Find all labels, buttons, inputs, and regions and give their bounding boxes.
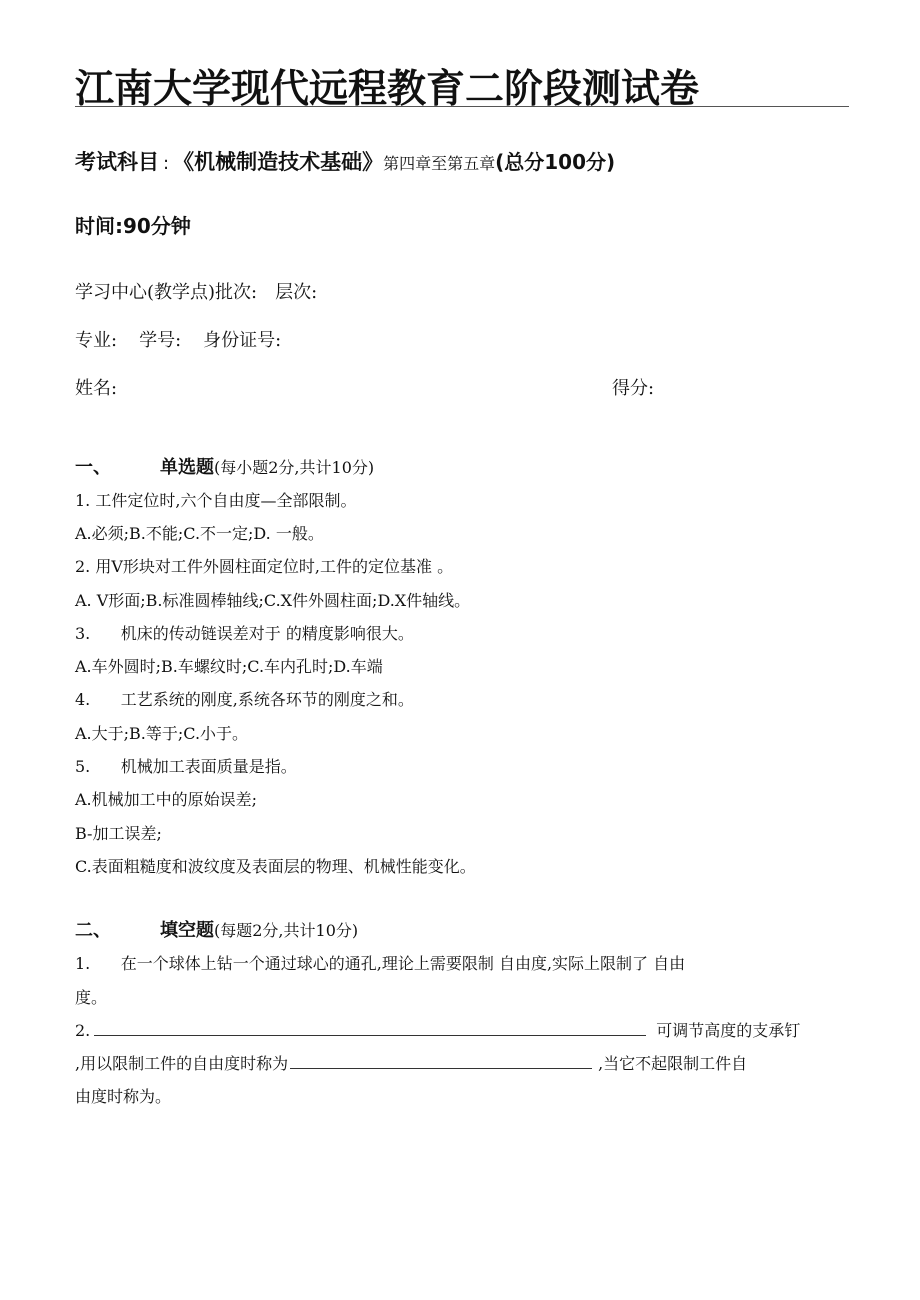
exam-title: 江南大学现代远程教育二阶段测试卷 [75,67,700,112]
course-name: 《机械制造技术基础》 [173,150,384,174]
s2-q2-line3: 由度时称为。 [75,1087,172,1106]
subject-colon: : [163,153,170,174]
s1-line: A.大于;B.等于;C.小于。 [75,724,249,743]
student-no-label: 学号: [139,330,182,351]
section2-heading [75,916,358,942]
level-label: 层次: [275,282,318,303]
s2-q2-line2 [75,1051,747,1074]
s2-q2-text3: ,当它不起限制工件自 [598,1054,748,1073]
learning-center-label: 学习中心(教学点)批次: [75,282,258,303]
exam-time: 时间:90分钟 [75,214,191,238]
s1-line: A. V形面;B.标准圆棒轴线;C.X件外圆柱面;D.X件轴线。 [75,591,471,610]
info-row-major [75,326,281,352]
s1-line: C.表面粗糙度和波纹度及表面层的物理、机械性能变化。 [75,857,476,876]
s2-q2-text1: 可调节高度的支承钉 [656,1021,801,1040]
section2-note: (每题2分,共计10分) [214,921,359,940]
s1-line: 4. 工艺系统的刚度,系统各环节的刚度之和。 [75,690,414,709]
score-label: 得分: [612,378,655,399]
s1-line: 5. 机械加工表面质量是指。 [75,757,297,776]
title-underline [75,106,849,107]
section2-name: 填空题 [160,920,214,941]
s1-line: 2. 用V形块对工件外圆柱面定位时,工件的定位基准 。 [75,557,454,576]
info-row-center [75,278,317,304]
answer-blank [94,1021,646,1036]
section1-name: 单选题 [160,457,214,478]
section1-heading [75,453,374,479]
section1-note: (每小题2分,共计10分) [214,458,375,477]
subject-label: 考试科目 [75,150,159,174]
s2-q2-text2: ,用以限制工件的自由度时称为 [75,1054,289,1073]
s1-line: B-加工误差; [75,824,162,843]
section1-number: 一、 [75,457,111,478]
s1-line: A.必须;B.不能;C.不一定;D. 一般。 [75,524,324,543]
s2-q1-line1: 1. 在一个球体上钻一个通过球心的通孔,理论上需要限制 自由度,实际上限制了 自由 [75,954,686,973]
s1-line: A.车外圆时;B.车螺纹时;C.车内孔时;D.车端 [75,657,383,676]
s2-q2-number: 2. [75,1021,91,1040]
total-score: (总分100分) [495,150,616,174]
s1-line: A.机械加工中的原始误差; [75,790,258,809]
section2-number: 二、 [75,920,111,941]
s2-q2-line1 [75,1018,800,1041]
id-no-label: 身份证号: [203,330,282,351]
s1-line: 1. 工件定位时,六个自由度—全部限制。 [75,491,357,510]
answer-blank [290,1054,592,1069]
subject-line [75,146,615,176]
major-label: 专业: [75,330,118,351]
chapter-range: 第四章至第五章 [383,154,496,173]
name-label: 姓名: [75,378,118,399]
s1-line: 3. 机床的传动链误差对于 的精度影响很大。 [75,624,414,643]
s2-q1-line2: 度。 [75,988,108,1007]
